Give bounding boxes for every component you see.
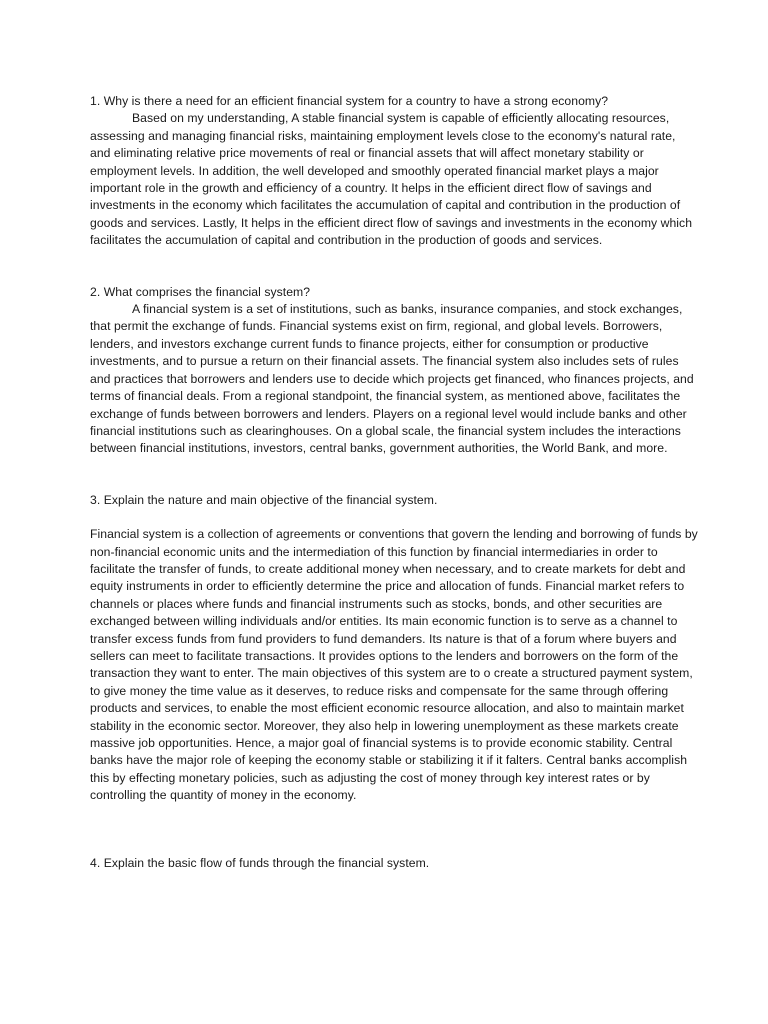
answer-2: A financial system is a set of institutions, such as banks, insurance companies, and stock exchanges, that permit the exchange of funds. Financial systems exist on firm, regional, and global levels. Borrowers, lenders, and investors exchange current funds to finance projects, either for consumption or productive investments, and to pursue a return on their financial assets. The financial system also includes sets of rules and practices that borrowers and lenders use to decide which projects get financed, who finances projects, and terms of financial deals. From a regional standpoint, the financial system, as mentioned above, facilitates the exchange of funds between borrowers and lenders. Players on a regional level would include banks and other financial institutions such as clearinghouses. On a global scale, the financial system includes the interactions between financial institutions, investors, central banks, government authorities, the World Bank, and more.	[90, 302, 694, 456]
spacer	[90, 805, 698, 855]
question-4: 4. Explain the basic flow of funds through the financial system.	[90, 855, 430, 870]
spacer	[90, 458, 698, 492]
answer-3: Financial system is a collection of agreements or conventions that govern the lending and borrowing of funds by non-financial economic units and the intermediation of this function by financial intermediaries in order to facilitate the transfer of funds, to create additional money when necessary, and to create markets for debt and equity instruments in order to efficiently determine the price and allocation of funds. Financial market refers to channels or places where funds and financial instruments such as stocks, bonds, and other securities are exchanged between willing individuals and/or entities. Its main economic function is to serve as a channel to transfer excess funds from fund providers to fund demanders. Its nature is that of a forum where buyers and sellers can meet to facilitate transactions. It provides options to the lenders and borrowers on the form of the transaction they want to enter. The main objectives of this system are to o create a structured payment system, to give money the time value as it deserves, to reduce risks and compensate for the same through offering products and services, to enable the most efficient economic resource allocation, and also to maintain market stability in the economic sector. Moreover, they also help in lowering unemployment as these markets create massive job opportunities. Hence, a major goal of financial systems is to provide economic stability. Central banks have the major role of keeping the economy stable or stabilizing it if it falters. Central banks accomplish this by effecting monetary policies, such as adjusting the cost of money through key interest rates or by controlling the quantity of money in the economy.	[90, 527, 698, 803]
question-1: 1. Why is there a need for an efficient financial system for a country to have a strong economy?	[90, 94, 609, 108]
question-3: 3. Explain the nature and main objective of the financial system.	[90, 492, 438, 507]
spacer	[90, 509, 698, 526]
question-2: 2. What comprises the financial system?	[90, 284, 311, 299]
spacer	[90, 250, 698, 284]
answer-1: Based on my understanding, A stable financial system is capable of efficiently allocating resources, assessing and managing financial risks, maintaining employment levels close to the economy's natural rate, and eliminating relative price movements of real or financial assets that will affect monetary stability or employment levels. In addition, the well developed and smoothly operated financial market plays a major important role in the growth and efficiency of a country. It helps in the efficient direct flow of savings and investments in the economy which facilitates the accumulation of capital and contribution in the production of goods and services. Lastly, It helps in the efficient direct flow of savings and investments in the economy which facilitates the accumulation of capital and contribution in the production of goods and services.	[90, 111, 693, 248]
